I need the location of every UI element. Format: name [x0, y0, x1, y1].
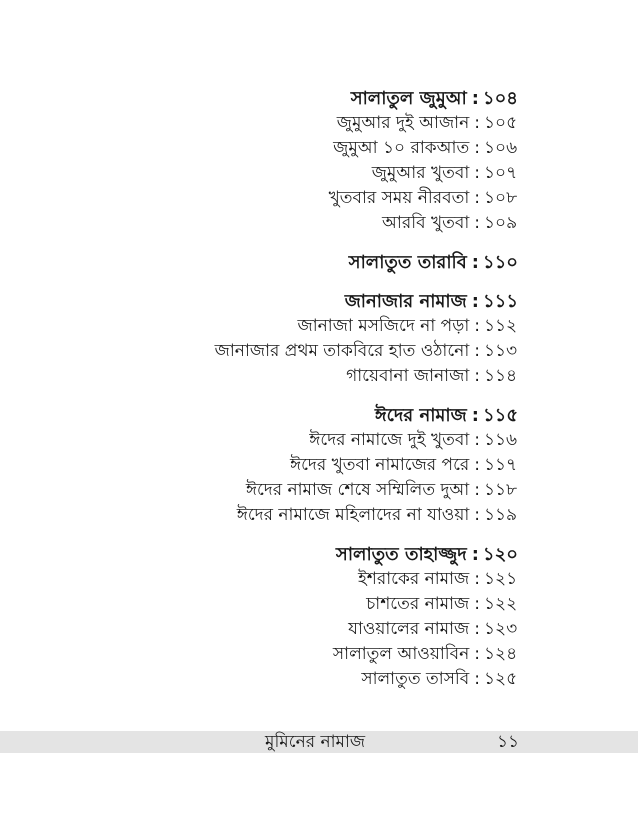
toc-entry-title: জানাজার প্রথম তাকবিরে হাত ওঠানো	[214, 341, 470, 361]
toc-entry	[38, 567, 518, 592]
table-of-contents	[38, 86, 518, 706]
toc-entry	[38, 211, 518, 236]
toc-entry-page: ১০৫	[484, 113, 518, 133]
toc-entry-title: আরবি খুতবা	[382, 213, 470, 233]
toc-entry-page: ১২৫	[484, 669, 518, 689]
toc-entry-page: ১০৪	[482, 88, 518, 109]
toc-entry-title: ঈদের নামাজে মহিলাদের না যাওয়া	[236, 505, 470, 525]
toc-entry-separator: :	[474, 188, 480, 208]
toc-entry	[38, 314, 518, 339]
toc-entry-title: জানাজা মসজিদে না পড়া	[297, 316, 470, 336]
toc-section-heading	[38, 289, 518, 314]
toc-entry-separator: :	[474, 669, 480, 689]
toc-section	[38, 250, 518, 275]
toc-entry-separator: :	[471, 252, 479, 273]
toc-entry-page: ১০৯	[484, 213, 518, 233]
toc-entry-separator: :	[471, 88, 479, 109]
toc-entry	[38, 339, 518, 364]
toc-entry-page: ১২০	[482, 544, 518, 565]
toc-entry-separator: :	[474, 644, 480, 664]
toc-entry-separator: :	[474, 138, 480, 158]
toc-entry-page: ১১৯	[484, 505, 518, 525]
toc-entry	[38, 136, 518, 161]
toc-entry-page: ১১৬	[484, 430, 518, 450]
toc-entry-page: ১১৩	[484, 341, 518, 361]
toc-entry-page: ১১৮	[484, 480, 518, 500]
toc-section-heading	[38, 86, 518, 111]
toc-entry	[38, 111, 518, 136]
toc-entry-title: সালাতুত তারাবি	[348, 252, 467, 273]
toc-entry-title: ইশরাকের নামাজ	[357, 569, 470, 589]
toc-entry-separator: :	[474, 213, 480, 233]
toc-entry-page: ১০৮	[484, 188, 518, 208]
toc-entry-page: ১১১	[482, 291, 518, 312]
toc-entry-title: খুতবার সময় নীরবতা	[328, 188, 470, 208]
footer-page-number: ১১	[497, 732, 520, 752]
toc-entry-separator: :	[474, 113, 480, 133]
toc-entry-separator: :	[474, 455, 480, 475]
toc-entry-title: ঈদের নামাজে দুই খুতবা	[309, 430, 470, 450]
toc-entry-separator: :	[474, 619, 480, 639]
toc-section	[38, 86, 518, 236]
toc-entry-title: গায়েবানা জানাজা	[346, 366, 470, 386]
toc-entry	[38, 667, 518, 692]
toc-section-heading	[38, 403, 518, 428]
toc-entry-page: ১২১	[484, 569, 518, 589]
toc-entry-title: সালাতুত তাসবি	[361, 669, 470, 689]
toc-entry-page: ১২২	[484, 594, 518, 614]
toc-entry-title: জুমুআ ১০ রাকআত	[333, 138, 470, 158]
toc-entry-separator: :	[474, 430, 480, 450]
toc-entry-page: ১১২	[484, 316, 518, 336]
toc-entry-title: সালাতুত তাহাজ্জুদ	[335, 544, 467, 565]
toc-entry-page: ১০৬	[484, 138, 518, 158]
toc-entry-title: চাশতের নামাজ	[366, 594, 470, 614]
toc-entry-title: জুমুআর খুতবা	[371, 163, 470, 183]
toc-entry-title: সালাতুল জুমুআ	[350, 88, 467, 109]
toc-entry-separator: :	[474, 480, 480, 500]
toc-entry	[38, 161, 518, 186]
toc-entry-page: ১২৩	[484, 619, 518, 639]
toc-entry-separator: :	[471, 544, 479, 565]
toc-entry-page: ১০৭	[484, 163, 518, 183]
toc-entry-page: ১২৪	[484, 644, 518, 664]
toc-entry-title: জানাজার নামাজ	[344, 291, 467, 312]
toc-entry-title: ঈদের নামাজ	[374, 405, 467, 426]
footer-book-title: মুমিনের নামাজ	[265, 732, 366, 752]
toc-entry-separator: :	[471, 405, 479, 426]
toc-section-heading	[38, 250, 518, 275]
toc-entry	[38, 453, 518, 478]
toc-entry	[38, 592, 518, 617]
page-footer	[0, 731, 638, 753]
toc-entry	[38, 364, 518, 389]
toc-entry-page: ১১৪	[484, 366, 518, 386]
toc-entry-separator: :	[474, 594, 480, 614]
toc-entry-separator: :	[474, 505, 480, 525]
toc-entry-page: ১১৭	[484, 455, 518, 475]
toc-entry	[38, 642, 518, 667]
toc-entry-separator: :	[474, 163, 480, 183]
toc-entry-separator: :	[471, 291, 479, 312]
toc-section	[38, 289, 518, 389]
toc-entry	[38, 478, 518, 503]
toc-entry-separator: :	[474, 316, 480, 336]
toc-section	[38, 403, 518, 528]
toc-entry-page: ১১০	[482, 252, 518, 273]
toc-entry-page: ১১৫	[482, 405, 518, 426]
toc-entry-separator: :	[474, 569, 480, 589]
toc-entry-separator: :	[474, 341, 480, 361]
toc-entry-title: যাওয়ালের নামাজ	[348, 619, 470, 639]
toc-entry-title: ঈদের নামাজ শেষে সম্মিলিত দুআ	[245, 480, 470, 500]
toc-entry	[38, 503, 518, 528]
toc-entry	[38, 617, 518, 642]
toc-entry-title: জুমুআর দুই আজান	[336, 113, 470, 133]
toc-section-heading	[38, 542, 518, 567]
toc-entry-title: সালাতুল আওয়াবিন	[332, 644, 470, 664]
toc-entry-title: ঈদের খুতবা নামাজের পরে	[289, 455, 470, 475]
toc-entry	[38, 428, 518, 453]
toc-entry-separator: :	[474, 366, 480, 386]
toc-entry	[38, 186, 518, 211]
toc-section	[38, 542, 518, 692]
